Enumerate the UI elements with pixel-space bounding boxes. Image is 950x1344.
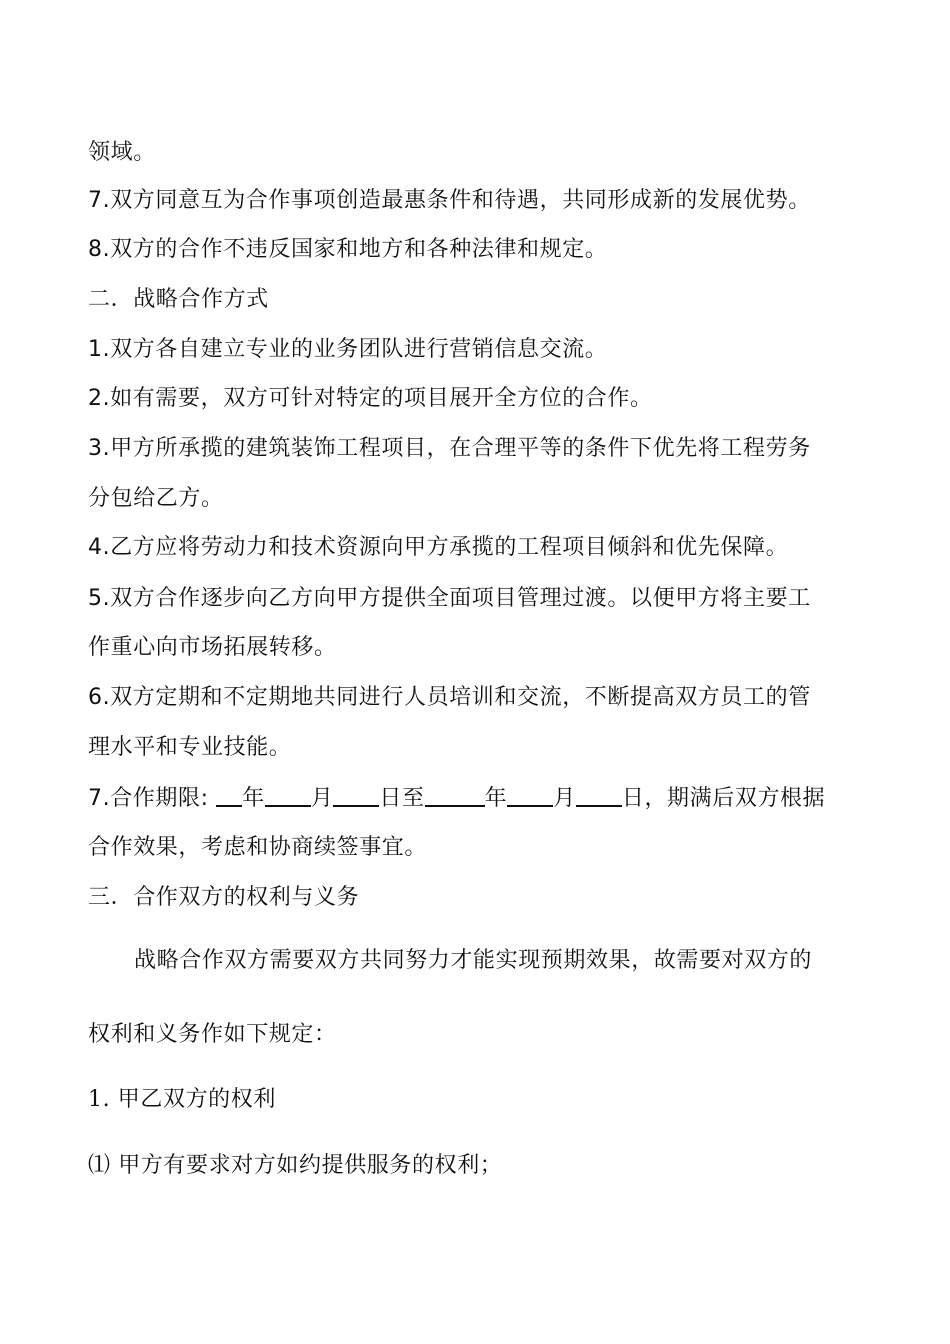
blank-field[interactable] [333,783,379,807]
term-day-label: 日至 [379,786,425,811]
blank-field[interactable] [576,783,622,807]
blank-field[interactable] [425,783,485,807]
term-day-label: 日，期满后双方根据 [621,786,826,811]
text-line: 作重心向市场拓展转移。 [88,635,337,660]
term-month-label: 月 [310,786,334,811]
text-line: 3.甲方所承揽的建筑装饰工程项目，在合理平等的条件下优先将工程劳务 [88,436,811,461]
paragraph-line: 权利和义务作如下规定： [88,1022,337,1047]
text-line: 1.双方各自建立专业的业务团队进行营销信息交流。 [88,337,608,362]
paragraph-line: 战略合作双方需要双方共同努力才能实现预期效果，故需要对双方的 [134,948,813,973]
text-line: 8.双方的合作不违反国家和地方和各种法律和规定。 [88,237,608,262]
text-line: 6.双方定期和不定期地共同进行人员培训和交流，不断提高双方员工的管 [88,685,811,710]
text-line: 7.双方同意互为合作事项创造最惠条件和待遇，共同形成新的发展优势。 [88,188,811,213]
subsection-heading: 1. 甲乙双方的权利 [88,1087,276,1112]
term-year-label: 年 [484,786,508,811]
text-line: 4.乙方应将劳动力和技术资源向甲方承揽的工程项目倾斜和优先保障。 [88,535,789,560]
blank-field[interactable] [507,783,553,807]
text-line: 合作效果，考虑和协商续签事宜。 [88,835,428,860]
text-line: 2.如有需要，双方可针对特定的项目展开全方位的合作。 [88,386,653,411]
text-line: 领域。 [88,140,156,165]
text-line: 分包给乙方。 [88,486,224,511]
list-item: ⑴ 甲方有要求对方如约提供服务的权利； [88,1153,503,1178]
section-heading: 二．战略合作方式 [88,287,269,312]
blank-field[interactable] [216,783,242,807]
term-prefix: 7.合作期限: [88,786,209,811]
term-line [88,783,878,814]
section-heading: 三．合作双方的权利与义务 [88,885,360,910]
term-month-label: 月 [553,786,576,811]
blank-field[interactable] [265,783,311,807]
term-year-label: 年 [242,786,265,811]
text-line: 5.双方合作逐步向乙方向甲方提供全面项目管理过渡。以便甲方将主要工 [88,586,811,611]
text-line: 理水平和专业技能。 [88,735,292,760]
